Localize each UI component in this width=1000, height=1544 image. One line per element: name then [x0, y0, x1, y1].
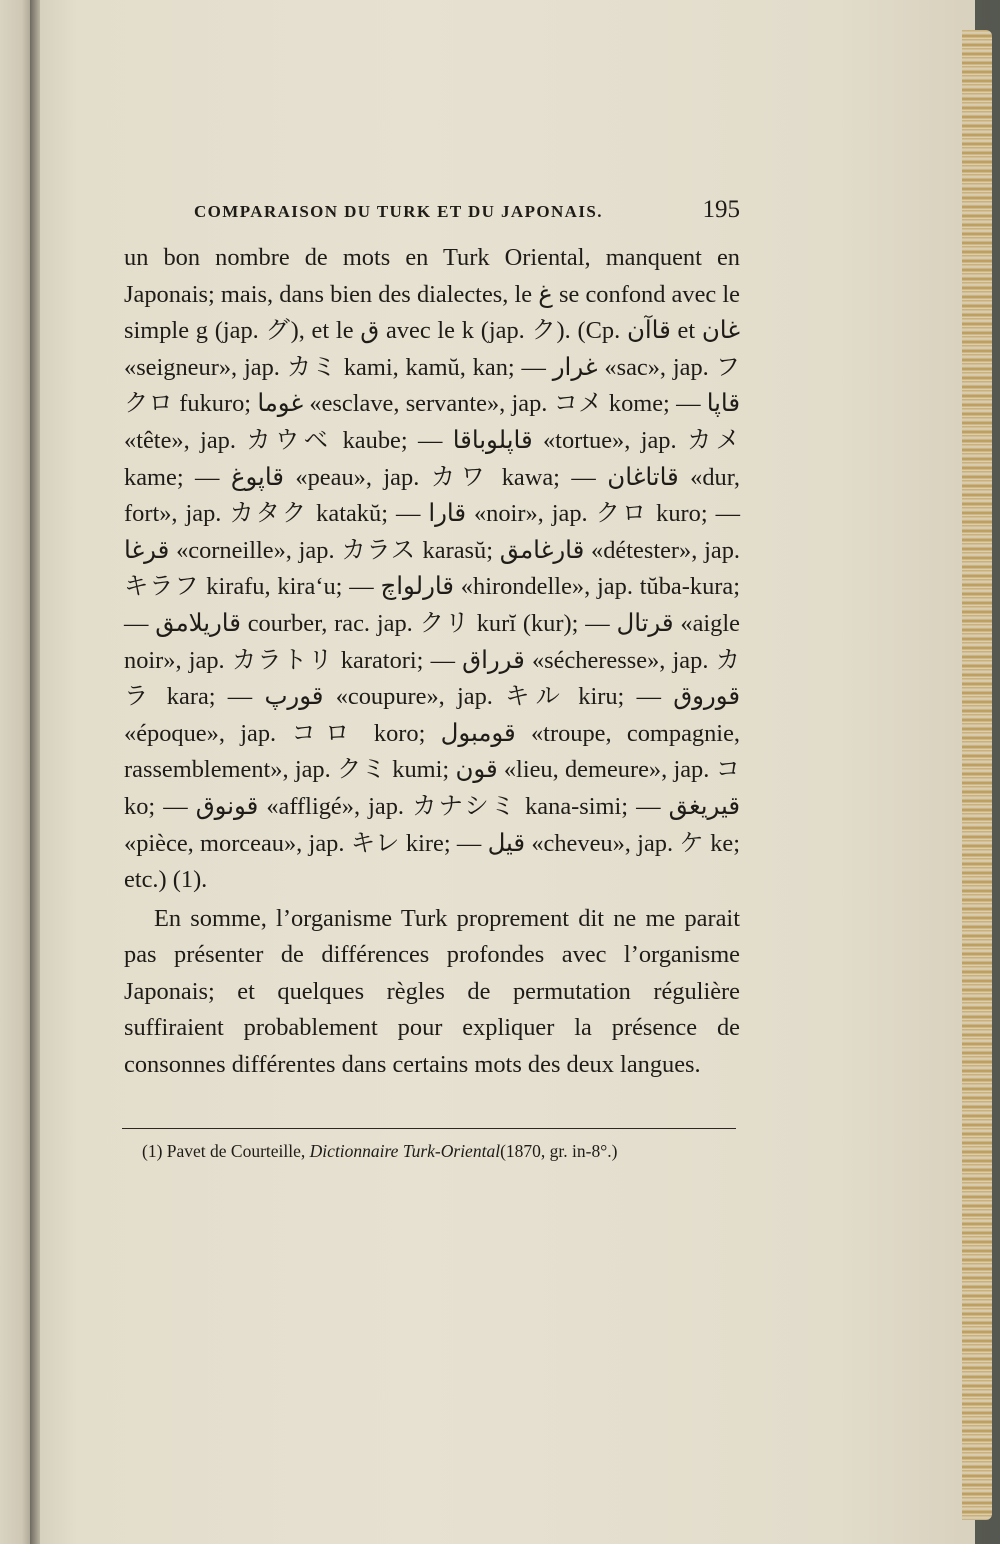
- running-head: [124, 196, 740, 240]
- paragraph-1: un bon nombre de mots en Turk Oriental, manquent en Japonais; mais, dans bien des dialectes, le غ se confond avec le simple g (jap. グ), et le ق avec le k (jap. ク). (Cp. قاآن et غان «seigneur», jap. カミ kami, kamŭ, kan; — غرار «sac», jap. フクロ fukuro; غوما «esclave, servante», jap. コメ kome; — قاپا «tête», jap. カウベ kaube; — قاپلوباقا «tortue», jap. カメ kame; — قاپوغ «peau», jap. カワ kawa; — قاتاغان «dur, fort», jap. カタク katakŭ; — قارا «noir», jap. クロ kuro; — قرغا «corneille», jap. カラス karasŭ; قارغامق «détester», jap. キラフ kirafu, kira‘u; — قارلواچ «hirondelle», jap. tŭba-kura; — قاريلامق courber, rac. jap. クリ kurĭ (kur); — قرتال «aigle noir», jap. カラトリ karatori; — قرراق «sécheresse», jap. カラ kara; — قورپ «coupure», jap. キル kiru; — قوروق «époque», jap. コロ koro; قومبول «troupe, compagnie, rassemblement», jap. クミ kumi; قون «lieu, demeure», jap. コ ko; — قونوق «affligé», jap. カナシミ kana-simi; — قيريغق «pièce, morceau», jap. キレ kire; — قيل «cheveu», jap. ケ ke; etc.) (1).: [124, 244, 741, 894]
- footnote-rule: [122, 1128, 736, 1129]
- deckle-page-edges: [962, 30, 992, 1520]
- footnote-title: Dictionnaire Turk-Oriental: [309, 1140, 501, 1161]
- footnote-detail: (1870, gr. in-8°.): [500, 1140, 618, 1161]
- running-title: COMPARAISON DU TURK ET DU JAPONAIS.: [194, 202, 603, 221]
- page-text-block: [124, 196, 740, 1162]
- footnote-marker: (1): [142, 1140, 163, 1161]
- paragraph-2: En somme, l’organisme Turk proprement dit ne me parait pas présenter de différences profondes avec l’organisme Japonais; et quelques règles de permutation régulière suffiraient probablement pour expliquer la présence de consonnes différentes dans certains mots des deux langues.: [124, 904, 740, 1079]
- footnote-author: Pavet de Courteille,: [166, 1140, 306, 1161]
- page-number: 195: [702, 196, 740, 223]
- footnote: [142, 1141, 740, 1162]
